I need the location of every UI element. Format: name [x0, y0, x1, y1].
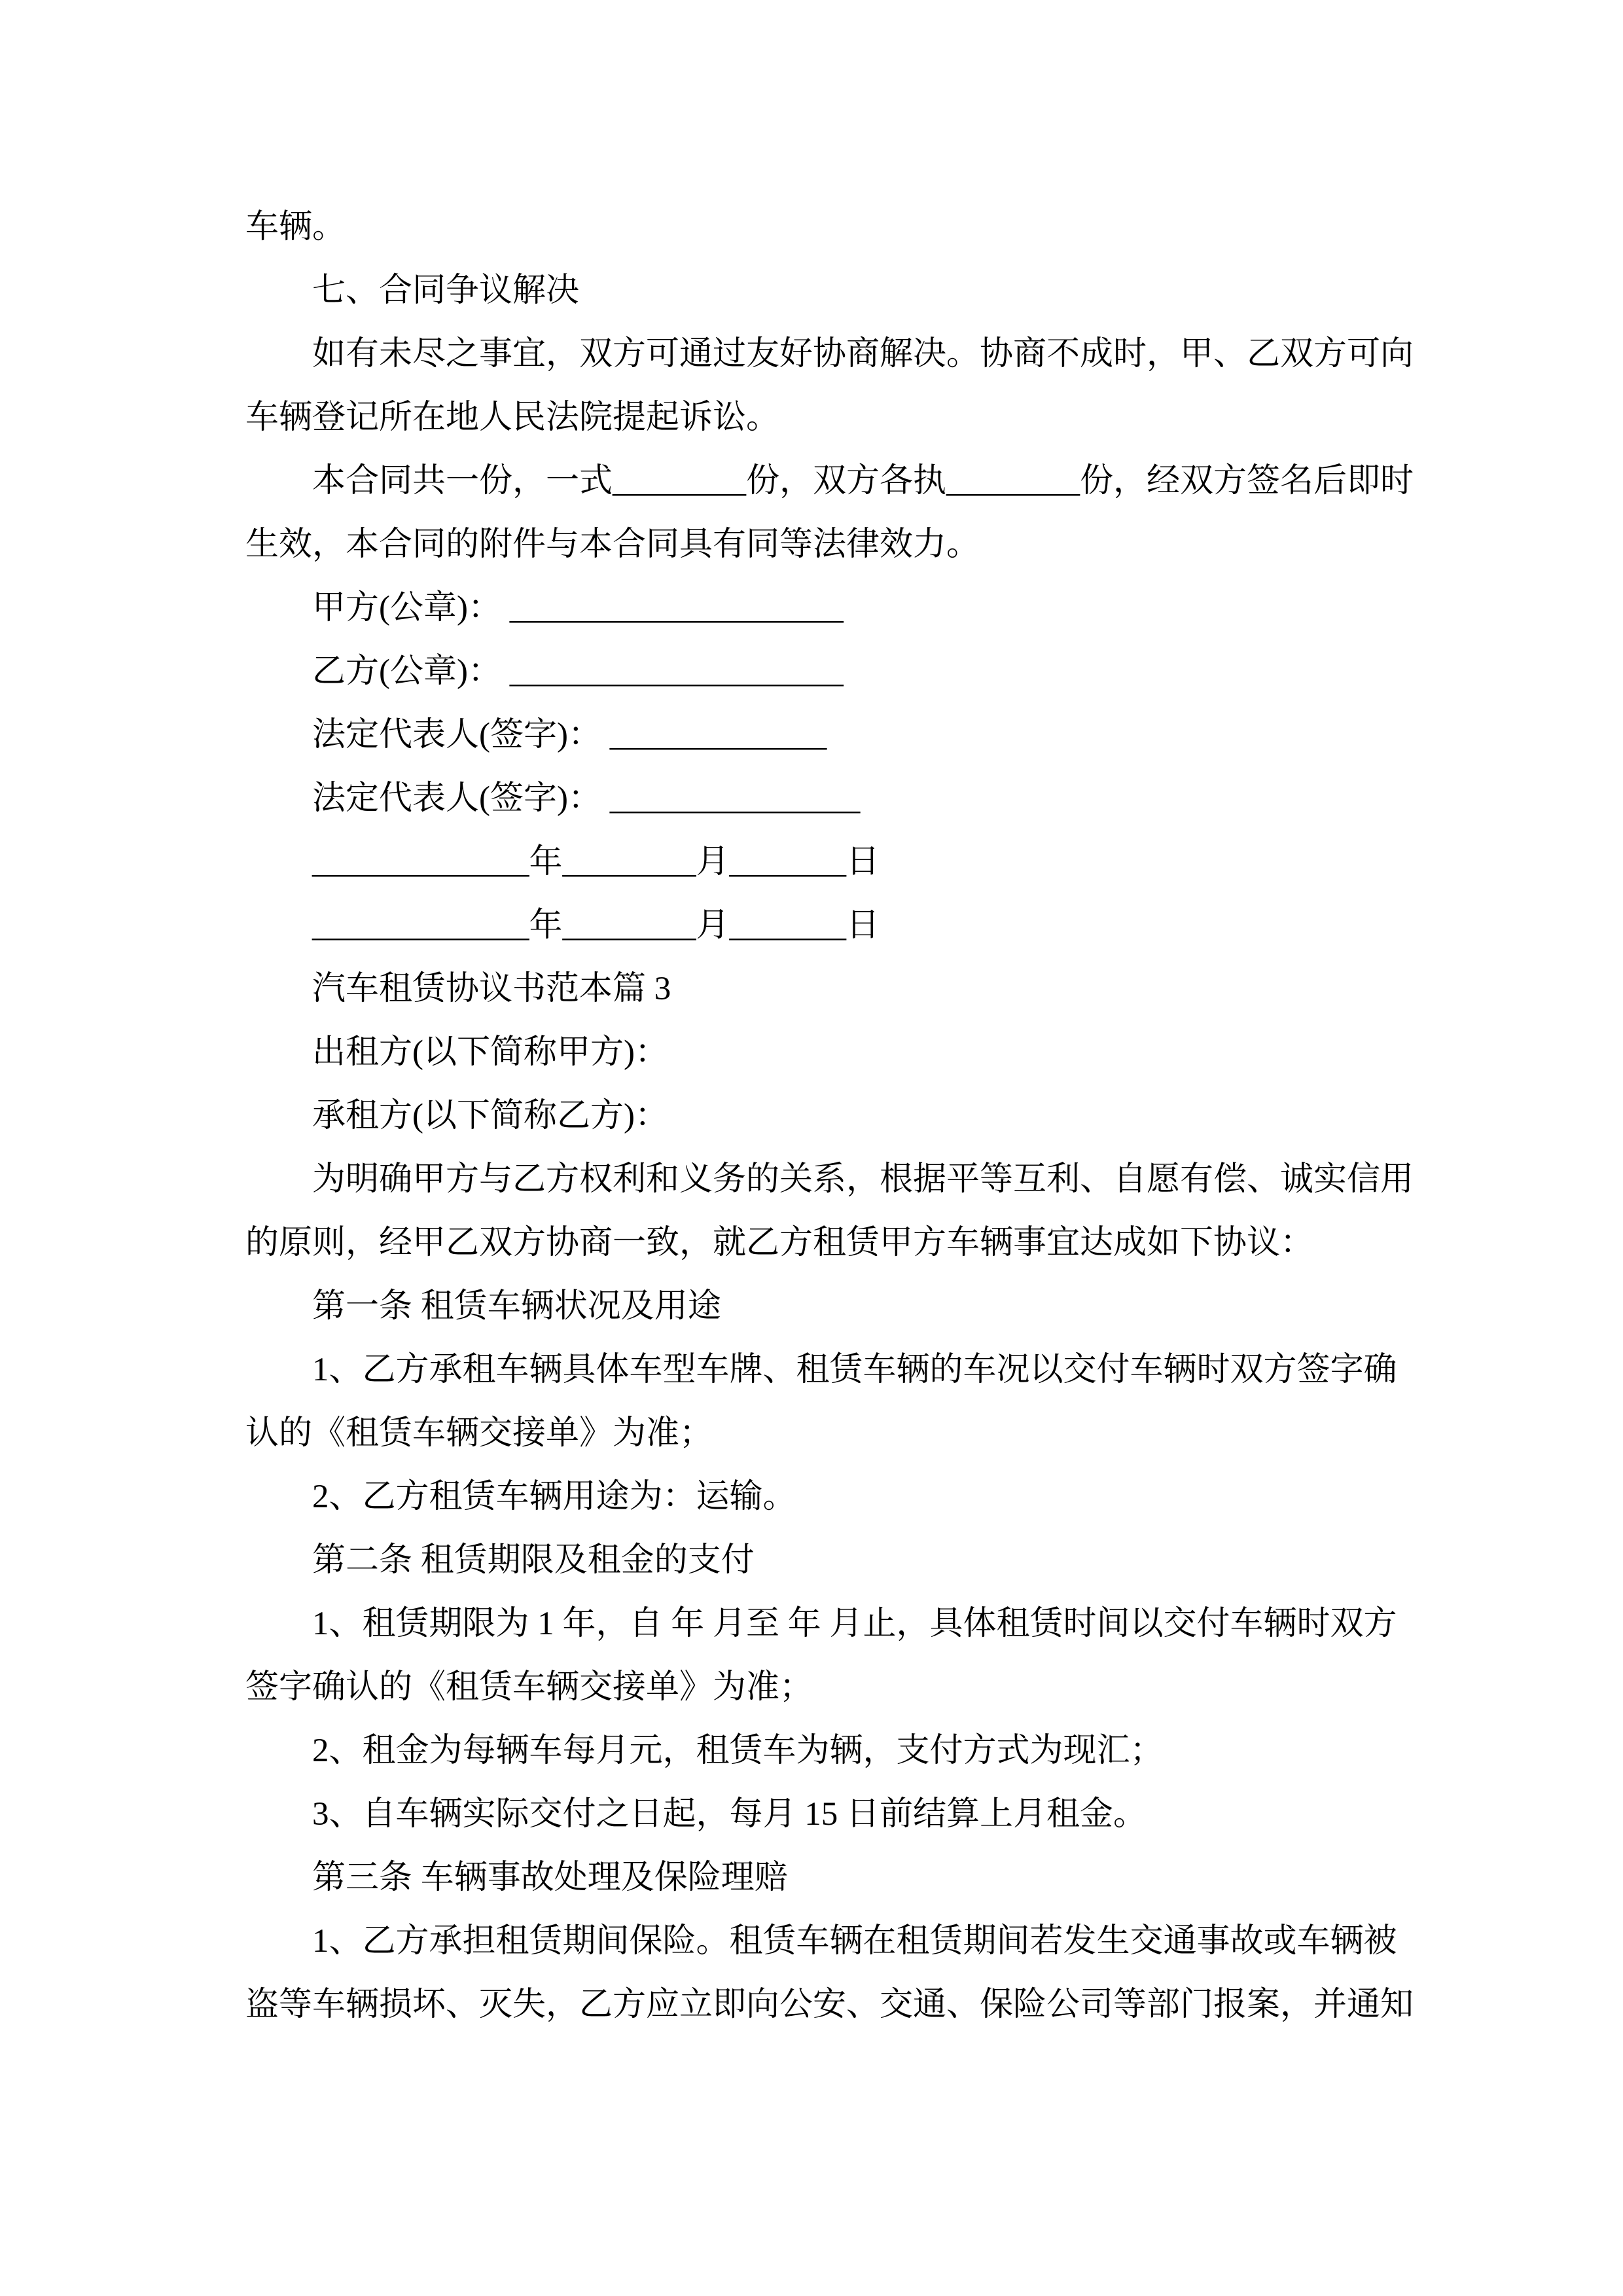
- heading-article-3: 第三条 车辆事故处理及保险理赔: [312, 1859, 788, 1896]
- preamble-2: 的原则，经甲乙双方协商一致，就乙方租赁甲方车辆事宜达成如下协议：: [245, 1225, 1314, 1261]
- article-2-item-3: 3、自车辆实际交付之日起，每月 15 日前结算上月租金。: [312, 1796, 1147, 1833]
- para-contract-copies-1: 本合同共一份，一式________份，双方各执________份，经双方签名后即时: [312, 463, 1414, 499]
- preamble-1: 为明确甲方与乙方权利和义务的关系，根据平等互利、自愿有偿、诚实信用: [312, 1161, 1414, 1198]
- article-2-item-1a: 1、租赁期限为 1 年，自 年 月至 年 月止，具体租赁时间以交付车辆时双方: [312, 1605, 1397, 1642]
- article-2-item-2: 2、租金为每辆车每月元，租赁车为辆，支付方式为现汇；: [312, 1732, 1164, 1769]
- date-line-1: _____________年________月_______日: [312, 844, 880, 880]
- signature-party-b-seal: 乙方(公章)： ____________________: [312, 653, 844, 690]
- date-line-2: _____________年________月_______日: [312, 907, 880, 944]
- heading-article-2: 第二条 租赁期限及租金的支付: [312, 1542, 755, 1579]
- heading-article-1: 第一条 租赁车辆状况及用途: [312, 1288, 721, 1325]
- contract-text-block: [245, 196, 1414, 2037]
- signature-party-a-seal: 甲方(公章)： ____________________: [312, 590, 844, 626]
- para-contract-copies-2: 生效，本合同的附件与本合同具有同等法律效力。: [245, 526, 980, 563]
- article-1-item-1a: 1、乙方承租车辆具体车型车牌、租赁车辆的车况以交付车辆时双方签字确: [312, 1352, 1397, 1388]
- party-lessee-line: 承租方(以下简称乙方)：: [312, 1098, 668, 1134]
- heading-section-7-dispute-resolution: 七、合同争议解决: [312, 272, 580, 309]
- article-2-item-1b: 签字确认的《租赁车辆交接单》为准；: [245, 1669, 813, 1706]
- para-dispute-resolution-2: 车辆登记所在地人民法院提起诉讼。: [245, 399, 780, 436]
- article-3-item-1a: 1、乙方承担租赁期间保险。租赁车辆在租赁期间若发生交通事故或车辆被: [312, 1923, 1397, 1960]
- para-end-vehicles: 车辆。: [245, 209, 346, 245]
- article-1-item-2: 2、乙方租赁车辆用途为：运输。: [312, 1479, 796, 1515]
- signature-legal-representative-1: 法定代表人(签字)： _____________: [312, 717, 827, 753]
- article-3-item-1b: 盗等车辆损坏、灭失，乙方应立即向公安、交通、保险公司等部门报案，并通知: [245, 1986, 1414, 2023]
- article-1-item-1b: 认的《租赁车辆交接单》为准；: [245, 1415, 713, 1452]
- para-dispute-resolution-1: 如有未尽之事宜，双方可通过友好协商解决。协商不成时，甲、乙双方可向: [312, 336, 1414, 372]
- signature-legal-representative-2: 法定代表人(签字)： _______________: [312, 780, 861, 817]
- party-lessor-line: 出租方(以下简称甲方)：: [312, 1034, 668, 1071]
- title-sample-3: 汽车租赁协议书范本篇 3: [312, 971, 671, 1007]
